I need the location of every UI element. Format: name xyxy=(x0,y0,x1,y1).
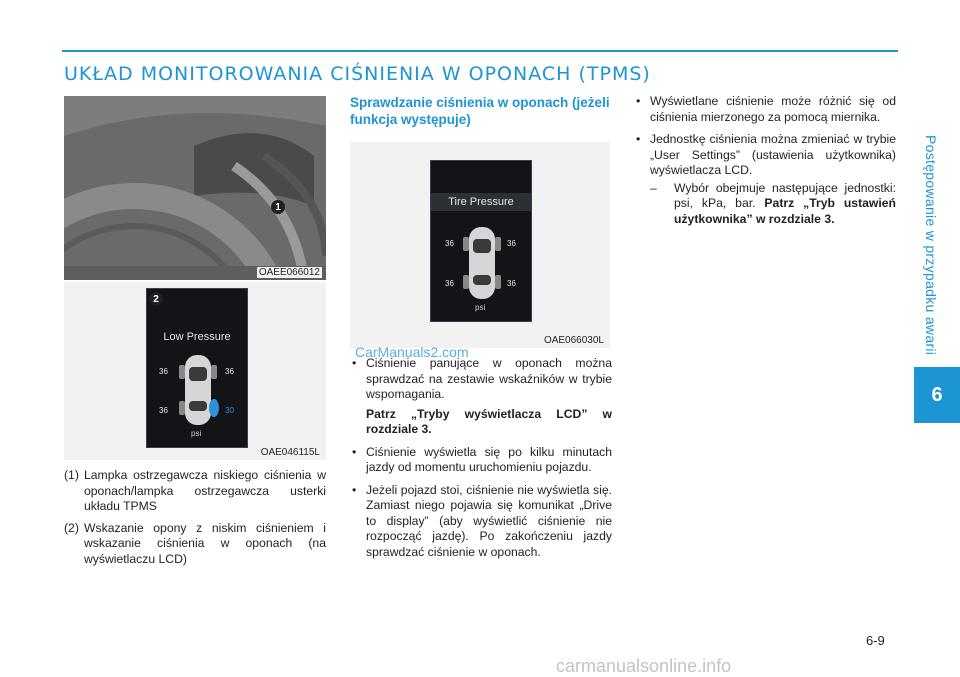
right-bullet-list xyxy=(634,94,896,234)
section-heading: Sprawdzanie ciśnienia w oponach (jeżeli funkcja występuje) xyxy=(350,95,610,127)
sub-item xyxy=(650,181,896,228)
bullet-icon: • xyxy=(352,444,357,459)
legend-text: Lampka ostrzegawcza niskiego ciśnienia w oponach/lampka ostrzegawcza usterki układu TPMS xyxy=(84,468,326,513)
legend-text: Wskazanie opony z niskim ciśnieniem i wskazanie ciśnienia w oponach (na wyświetlaczu LCD) xyxy=(84,520,326,566)
lcd-screen xyxy=(146,288,248,448)
lcd-title: Low Pressure xyxy=(163,331,231,343)
middle-bullet-list xyxy=(350,356,612,567)
bullet-icon: • xyxy=(352,356,357,370)
chapter-side-label: Postępowanie w przypadku awarii xyxy=(923,134,939,356)
pressure-unit: psi xyxy=(475,303,486,312)
dashboard-illustration xyxy=(64,96,326,280)
pressure-unit: psi xyxy=(191,429,202,438)
list-item xyxy=(634,132,896,227)
tire-value-front-right: 36 xyxy=(225,367,234,376)
tire-value-rear-left: 36 xyxy=(159,406,168,415)
tire-value-rear-right: 36 xyxy=(507,279,516,288)
legend-number: (2) xyxy=(64,520,79,535)
legend-item xyxy=(64,521,326,568)
tire-value-rear-right: 30 xyxy=(225,406,234,415)
tire-value-rear-left: 36 xyxy=(445,279,454,288)
page-title: UKŁAD MONITOROWANIA CIŚNIENIA W OPONACH (TPMS) xyxy=(64,63,651,85)
tire-value-front-left: 36 xyxy=(159,367,168,376)
figure-tire-pressure-display xyxy=(350,142,610,348)
list-item xyxy=(634,94,896,125)
list-item xyxy=(350,483,612,561)
watermark-top: CarManuals2.com xyxy=(355,344,469,360)
figure-dashboard-photo xyxy=(64,96,326,280)
bullet-icon: • xyxy=(352,482,357,497)
watermark-bottom: carmanualsonline.info xyxy=(556,656,732,676)
bullet-text: Jednostkę ciśnienia można zmieniać w trybie „User Settings” (ustawienia użytkownika) wyświetlacza LCD. xyxy=(650,132,896,177)
figure-low-pressure-display xyxy=(64,282,326,460)
sub-text: Wybór obejmuje następujące jednostki: psi, kPa, bar. xyxy=(674,180,896,210)
legend-list xyxy=(64,468,326,573)
lcd-screen xyxy=(430,160,532,322)
figure-badge-2: 2 xyxy=(149,292,163,306)
list-item xyxy=(350,356,612,438)
figure-badge-1: 1 xyxy=(271,200,285,214)
legend-number: (1) xyxy=(64,468,79,482)
lcd-title: Tire Pressure xyxy=(448,196,514,208)
cross-reference: Patrz „Tryb ustawień użytkownika” w rozdziale 3. xyxy=(674,196,896,226)
bullet-text: Ciśnienie wyświetla się po kilku minutach jazdy od momentu uruchomieniu pojazdu. xyxy=(366,444,612,474)
dash-icon: – xyxy=(650,180,657,195)
bullet-icon: • xyxy=(636,94,641,108)
bullet-text: Wyświetlane ciśnienie może różnić się od ciśnienia mierzonego za pomocą miernika. xyxy=(650,94,896,124)
bullet-icon: • xyxy=(636,132,641,146)
page-number: 6-9 xyxy=(866,633,885,648)
legend-item xyxy=(64,468,326,515)
figure-code: OAE066030L xyxy=(543,335,604,346)
figure-code: OAE046115L xyxy=(260,447,320,458)
bullet-text: Jeżeli pojazd stoi, ciśnienie nie wyświetla się. Zamiast niego pojawia się komunikat „Drive to display” (aby wyświetlić ciśnienie nie rozpocząć jazdę). Po zakończeniu jazdy sprawdzać ciśnienie w oponach. xyxy=(366,482,612,559)
tire-value-front-left: 36 xyxy=(445,239,454,248)
figure-code: OAEE066012 xyxy=(258,267,320,278)
list-item xyxy=(350,445,612,476)
bullet-text: Ciśnienie panujące w oponach można sprawdzać na zestawie wskaźników w trybie wspomagania. xyxy=(366,356,612,401)
top-rule xyxy=(62,50,898,52)
chapter-tab: 6 xyxy=(914,367,960,423)
tire-value-front-right: 36 xyxy=(507,239,516,248)
cross-reference: Patrz „Tryby wyświetlacza LCD” w rozdziale 3. xyxy=(366,406,612,436)
